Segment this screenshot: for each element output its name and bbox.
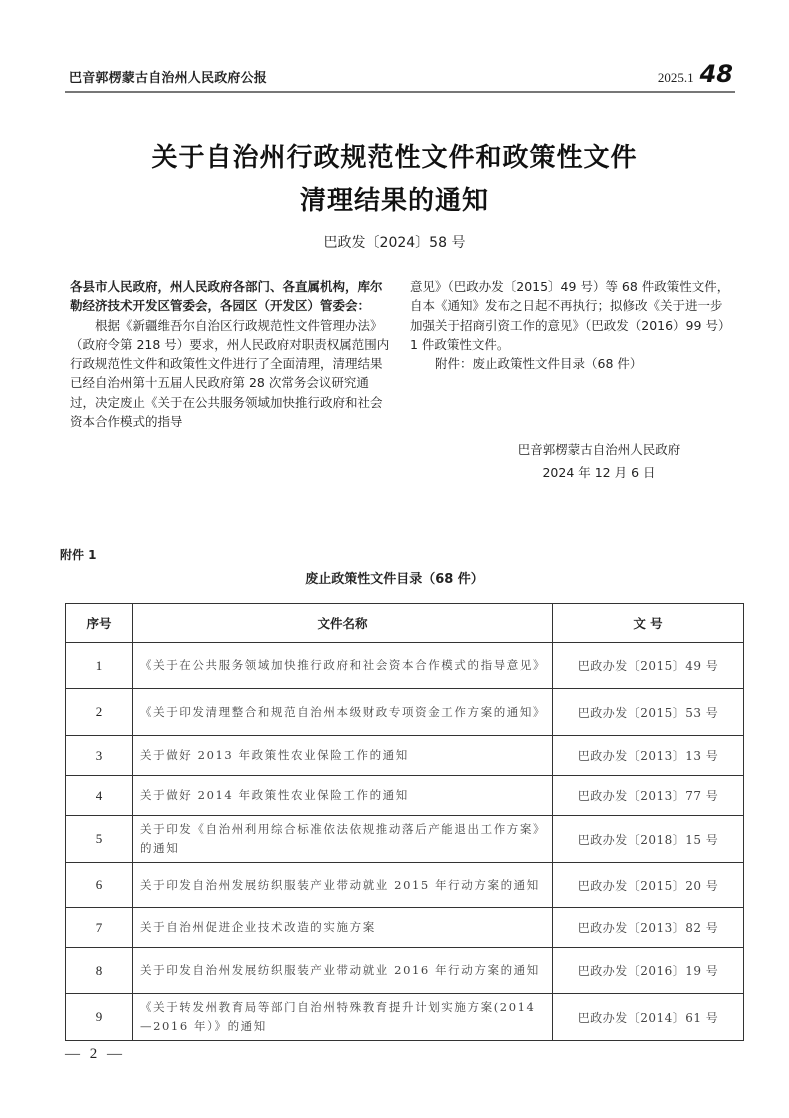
page-number: — 2 — — [65, 1046, 125, 1062]
attachment-title: 废止政策性文件目录（68 件） — [305, 572, 484, 587]
document-name-cell: 《关于在公共服务领域加快推行政府和社会资本合作模式的指导意见》 — [133, 643, 553, 689]
header-divider — [65, 91, 735, 93]
document-number-cell: 巴政办发〔2015〕53 号 — [553, 689, 744, 736]
document-name-cell: 关于印发《自治州利用综合标准依法依规推动落后产能退出工作方案》的通知 — [133, 816, 553, 863]
document-name-cell: 关于做好 2013 年政策性农业保险工作的通知 — [133, 736, 553, 776]
issue-number: 48 — [699, 60, 733, 88]
serial-cell: 1 — [66, 643, 133, 689]
table-row — [66, 948, 744, 994]
serial-cell: 7 — [66, 908, 133, 948]
header-document-name: 文件名称 — [133, 604, 553, 643]
document-title-line2: 清理结果的通知 — [299, 186, 489, 216]
document-number-cell: 巴政办发〔2013〕82 号 — [553, 908, 744, 948]
header-serial: 序号 — [66, 604, 133, 643]
document-name-cell: 关于印发自治州发展纺织服装产业带动就业 2015 年行动方案的通知 — [133, 863, 553, 908]
serial-cell: 9 — [66, 994, 133, 1041]
table-row — [66, 994, 744, 1041]
signature-organization: 巴音郭楞蒙古自治州人民政府 — [517, 442, 681, 457]
document-number-cell: 巴政办发〔2016〕19 号 — [553, 948, 744, 994]
document-name-cell: 关于自治州促进企业技术改造的实施方案 — [133, 908, 553, 948]
table-header-row — [66, 604, 744, 643]
body-paragraph: 根据《新疆维吾尔自治区行政规范性文件管理办法》（政府令第 218 号）要求，州人民政府对职责权属范围内行政规范性文件和政策性文件进行了全面清理，清理结果已经自治州第十五届人民政府第 28 次常务会议研究通过，决定废止《关于在公共服务领域加快推行政府和社会资本合作模式的指导 — [70, 317, 390, 430]
addressee: 各县市人民政府，州人民政府各部门、各直属机构，库尔勒经济技术开发区管委会，各园区（开发区）管委会： — [70, 279, 383, 314]
header-document-number: 文 号 — [553, 604, 744, 643]
table-row — [66, 736, 744, 776]
body-right-column — [410, 277, 732, 373]
table-row — [66, 643, 744, 689]
serial-cell: 5 — [66, 816, 133, 863]
document-number-cell: 巴政办发〔2013〕77 号 — [553, 776, 744, 816]
abolished-documents-table — [65, 603, 744, 1041]
serial-cell: 6 — [66, 863, 133, 908]
document-title-line1: 关于自治州行政规范性文件和政策性文件 — [151, 143, 638, 173]
issue-date: 2025.1 — [657, 70, 694, 85]
document-name-cell: 《关于转发州教育局等部门自治州特殊教育提升计划实施方案(2014—2016 年）》的通知 — [133, 994, 553, 1041]
document-number-cell: 巴政办发〔2013〕13 号 — [553, 736, 744, 776]
document-name-cell: 关于印发自治州发展纺织服装产业带动就业 2016 年行动方案的通知 — [133, 948, 553, 994]
table-row — [66, 863, 744, 908]
document-name-cell: 关于做好 2014 年政策性农业保险工作的通知 — [133, 776, 553, 816]
serial-cell: 8 — [66, 948, 133, 994]
table-row — [66, 908, 744, 948]
document-number-cell: 巴政办发〔2014〕61 号 — [553, 994, 744, 1041]
publication-name: 巴音郭楞蒙古自治州人民政府公报 — [69, 71, 268, 86]
document-number-cell: 巴政办发〔2015〕20 号 — [553, 863, 744, 908]
serial-cell: 3 — [66, 736, 133, 776]
document-number-cell: 巴政办发〔2015〕49 号 — [553, 643, 744, 689]
body-paragraph-continued: 意见》（巴政办发〔2015〕49 号）等 68 件政策性文件，自本《通知》发布之日起不再执行；拟修改《关于进一步加强关于招商引资工作的意见》（巴政发（2016）99 号）1 件政策性文件。 — [410, 279, 731, 352]
signature-date: 2024 年 12 月 6 日 — [542, 465, 656, 480]
table-row — [66, 816, 744, 863]
attachment-note: 附件：废止政策性文件目录（68 件） — [435, 356, 643, 372]
serial-cell: 2 — [66, 689, 133, 736]
serial-cell: 4 — [66, 776, 133, 816]
document-number-cell: 巴政办发〔2018〕15 号 — [553, 816, 744, 863]
table-row — [66, 776, 744, 816]
document-number: 巴政发〔2024〕58 号 — [323, 235, 466, 251]
body-left-column — [70, 277, 392, 431]
attachment-label: 附件 1 — [60, 548, 97, 562]
table-row — [66, 689, 744, 736]
issue-info — [658, 60, 733, 88]
document-name-cell: 《关于印发清理整合和规范自治州本级财政专项资金工作方案的通知》 — [133, 689, 553, 736]
